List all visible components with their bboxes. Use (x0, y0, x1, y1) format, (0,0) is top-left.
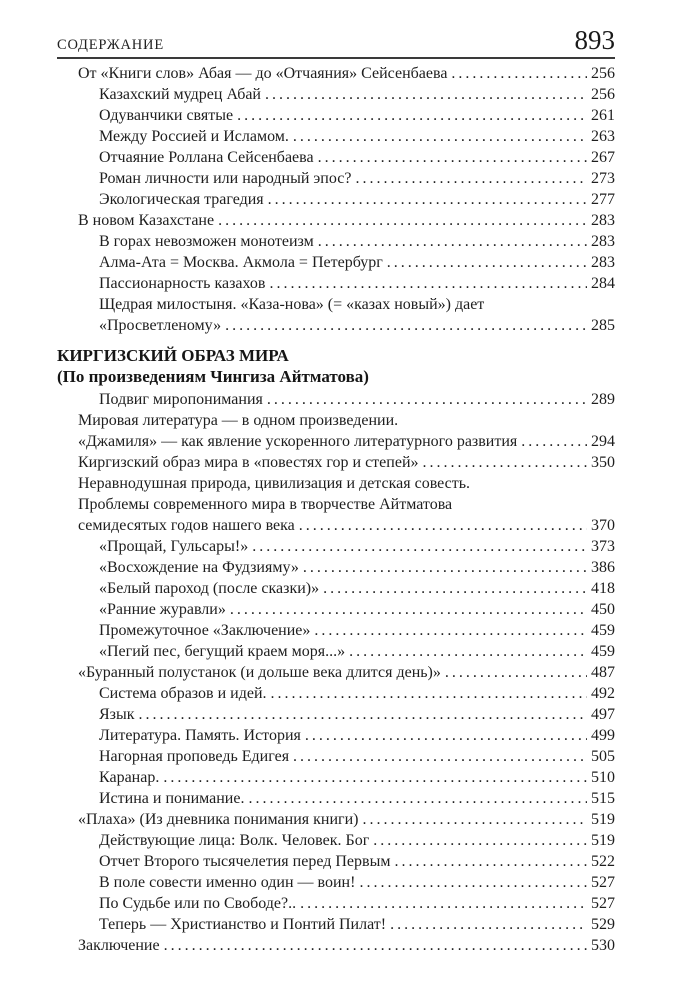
dot-leader (225, 315, 587, 336)
toc-entry-page-number: 459 (591, 643, 615, 660)
toc-entry-page-number: 283 (591, 212, 615, 229)
dot-leader (230, 599, 587, 620)
toc-entry (57, 557, 615, 578)
toc-entry-title: Язык (99, 706, 135, 723)
toc-entry (57, 252, 615, 273)
dot-leader (445, 662, 587, 683)
dot-leader (318, 147, 587, 168)
toc-entry-title: Роман личности или народный эпос? (99, 170, 352, 187)
dot-leader (349, 641, 587, 662)
toc-entry-page-number: 529 (591, 916, 615, 933)
toc-entry-title: Литература. Память. История (99, 727, 301, 744)
toc-entry-title: В новом Казахстане (78, 212, 215, 229)
toc-entry (57, 641, 615, 662)
dot-leader (163, 767, 587, 788)
toc-entry-title: «Белый пароход (после сказки)» (99, 580, 320, 597)
toc-entry-page-number: 530 (591, 937, 615, 954)
toc-entry (57, 63, 615, 84)
dot-leader (318, 231, 587, 252)
toc-entry-page-number: 510 (591, 769, 615, 786)
toc-entry-title-line: Неравнодушная природа, цивилизация и детская совесть. (78, 475, 471, 492)
toc-entry-page-number: 386 (591, 559, 615, 576)
toc-entry-title: Каранар. (99, 769, 160, 786)
toc-list (57, 63, 615, 956)
toc-entry-page-number: 492 (591, 685, 615, 702)
toc-entry-page-number: 285 (591, 317, 615, 334)
toc-entry (57, 294, 615, 336)
toc-entry-page-number: 505 (591, 748, 615, 765)
toc-entry-page-number: 370 (591, 517, 615, 534)
toc-entry (57, 210, 615, 231)
dot-leader (248, 788, 587, 809)
toc-entry (57, 410, 615, 452)
toc-entry (57, 935, 615, 956)
toc-entry (57, 830, 615, 851)
toc-entry-page-number: 283 (591, 254, 615, 271)
toc-entry (57, 84, 615, 105)
toc-entry-page-number: 267 (591, 149, 615, 166)
toc-entry-title: «Просветленому» (99, 317, 222, 334)
toc-entry (57, 273, 615, 294)
dot-leader (164, 935, 587, 956)
toc-entry-page-number: 273 (591, 170, 615, 187)
toc-entry-page-number: 277 (591, 191, 615, 208)
toc-entry-title: Киргизский образ мира в «повестях гор и степей» (78, 454, 419, 471)
toc-entry (57, 788, 615, 809)
toc-entry-page-number: 522 (591, 853, 615, 870)
toc-entry (57, 872, 615, 893)
dot-leader (390, 914, 587, 935)
dot-leader (363, 809, 588, 830)
toc-entry-page-number: 284 (591, 275, 615, 292)
dot-leader (521, 431, 587, 452)
dot-leader (300, 893, 587, 914)
page-number: 893 (574, 25, 615, 55)
toc-entry-title: «Джамиля» — как явление ускоренного литературного развития (78, 433, 518, 450)
toc-entry (57, 578, 615, 599)
toc-entry-title: «Пегий пес, бегущий краем моря...» (99, 643, 346, 660)
toc-entry-page-number: 256 (591, 65, 615, 82)
toc-entry-title-line: Проблемы современного мира в творчестве Айтматова (78, 496, 453, 513)
dot-leader (323, 578, 587, 599)
dot-leader (139, 704, 587, 725)
toc-entry-title: Истина и понимание. (99, 790, 245, 807)
running-head (57, 25, 615, 55)
toc-entry (57, 704, 615, 725)
toc-entry (57, 767, 615, 788)
dot-leader (303, 557, 587, 578)
toc-entry-title: От «Книги слов» Абая — до «Отчаяния» Сейсенбаева (78, 65, 448, 82)
toc-entry-page-number: 499 (591, 727, 615, 744)
toc-entry-title: Теперь — Христианство и Понтий Пилат! (99, 916, 387, 933)
section-heading-line: (По произведениям Чингиза Айтматова) (57, 367, 369, 386)
toc-entry-title: Одуванчики святые (99, 107, 234, 124)
toc-entry-page-number: 497 (591, 706, 615, 723)
toc-entry-title: «Плаха» (Из дневника понимания книги) (78, 811, 359, 828)
header-rule (57, 57, 615, 59)
toc-entry (57, 683, 615, 704)
dot-leader (314, 620, 587, 641)
toc-entry-title: Действующие лица: Волк. Человек. Бог (99, 832, 370, 849)
toc-entry-title: Нагорная проповедь Едигея (99, 748, 290, 765)
toc-entry-title: В поле совести именно один — воин! (99, 874, 356, 891)
toc-entry-title: Казахский мудрец Абай (99, 86, 261, 103)
toc-entry-title-line: Щедрая милостыня. «Каза-нова» (= «казах новый») дает (99, 296, 485, 313)
toc-entry-page-number: 515 (591, 790, 615, 807)
toc-entry-title: Отчет Второго тысячелетия перед Первым (99, 853, 391, 870)
toc-entry (57, 168, 615, 189)
toc-entry-title: Между Россией и Исламом. (99, 128, 289, 145)
dot-leader (359, 872, 587, 893)
toc-entry-title: Промежуточное «Заключение» (99, 622, 311, 639)
toc-entry-title: семидесятых годов нашего века (78, 517, 295, 534)
toc-entry-page-number: 519 (591, 832, 615, 849)
toc-entry-title: Система образов и идей. (99, 685, 267, 702)
toc-entry-page-number: 373 (591, 538, 615, 555)
dot-leader (252, 536, 587, 557)
toc-entry-title-line: Мировая литература — в одном произведении. (78, 412, 399, 429)
toc-entry-title: По Судьбе или по Свободе?.. (99, 895, 297, 912)
toc-entry-page-number: 527 (591, 874, 615, 891)
toc-entry-title: Экологическая трагедия (99, 191, 264, 208)
toc-entry-page-number: 459 (591, 622, 615, 639)
dot-leader (305, 725, 587, 746)
dot-leader (394, 851, 587, 872)
section-heading (57, 345, 615, 387)
toc-entry-title: Подвиг миропонимания (99, 391, 263, 408)
toc-entry (57, 189, 615, 210)
toc-entry-page-number: 283 (591, 233, 615, 250)
dot-leader (299, 515, 587, 536)
toc-entry (57, 599, 615, 620)
toc-entry-title: В горах невозможен монотеизм (99, 233, 314, 250)
toc-entry (57, 536, 615, 557)
dot-leader (268, 189, 587, 210)
toc-entry-page-number: 261 (591, 107, 615, 124)
toc-entry-page-number: 256 (591, 86, 615, 103)
page-title: СОДЕРЖАНИЕ (57, 37, 164, 53)
toc-entry (57, 389, 615, 410)
toc-entry (57, 473, 615, 536)
toc-entry-title: Алма-Ата = Москва. Акмола = Петербург (99, 254, 383, 271)
dot-leader (293, 746, 587, 767)
toc-entry-page-number: 294 (591, 433, 615, 450)
toc-entry (57, 231, 615, 252)
dot-leader (293, 126, 587, 147)
dot-leader (237, 105, 587, 126)
toc-entry-title: «Восхождение на Фудзияму» (99, 559, 299, 576)
dot-leader (267, 389, 587, 410)
toc-entry (57, 126, 615, 147)
toc-entry-page-number: 289 (591, 391, 615, 408)
section-heading-line: КИРГИЗСКИЙ ОБРАЗ МИРА (57, 346, 289, 365)
toc-entry (57, 851, 615, 872)
dot-leader (269, 273, 587, 294)
dot-leader (387, 252, 587, 273)
dot-leader (271, 683, 588, 704)
toc-entry (57, 105, 615, 126)
toc-entry-title: Заключение (78, 937, 160, 954)
toc-entry-page-number: 350 (591, 454, 615, 471)
toc-entry (57, 147, 615, 168)
toc-entry (57, 620, 615, 641)
toc-entry-page-number: 450 (591, 601, 615, 618)
toc-entry-page-number: 519 (591, 811, 615, 828)
toc-entry-page-number: 487 (591, 664, 615, 681)
toc-entry (57, 662, 615, 683)
toc-entry (57, 452, 615, 473)
dot-leader (373, 830, 587, 851)
toc-entry (57, 746, 615, 767)
toc-entry (57, 809, 615, 830)
dot-leader (423, 452, 588, 473)
dot-leader (451, 63, 587, 84)
toc-entry (57, 914, 615, 935)
toc-entry-title: «Прощай, Гульсары!» (99, 538, 249, 555)
toc-entry-page-number: 527 (591, 895, 615, 912)
dot-leader (218, 210, 587, 231)
toc-entry (57, 725, 615, 746)
toc-entry-page-number: 263 (591, 128, 615, 145)
toc-entry-title: «Ранние журавли» (99, 601, 226, 618)
toc-entry-title: «Буранный полустанок (и дольше века длится день)» (78, 664, 441, 681)
toc-entry-title: Отчаяние Роллана Сейсенбаева (99, 149, 314, 166)
toc-entry-title: Пассионарность казахов (99, 275, 266, 292)
toc-entry (57, 893, 615, 914)
dot-leader (355, 168, 587, 189)
dot-leader (265, 84, 587, 105)
toc-entry-page-number: 418 (591, 580, 615, 597)
